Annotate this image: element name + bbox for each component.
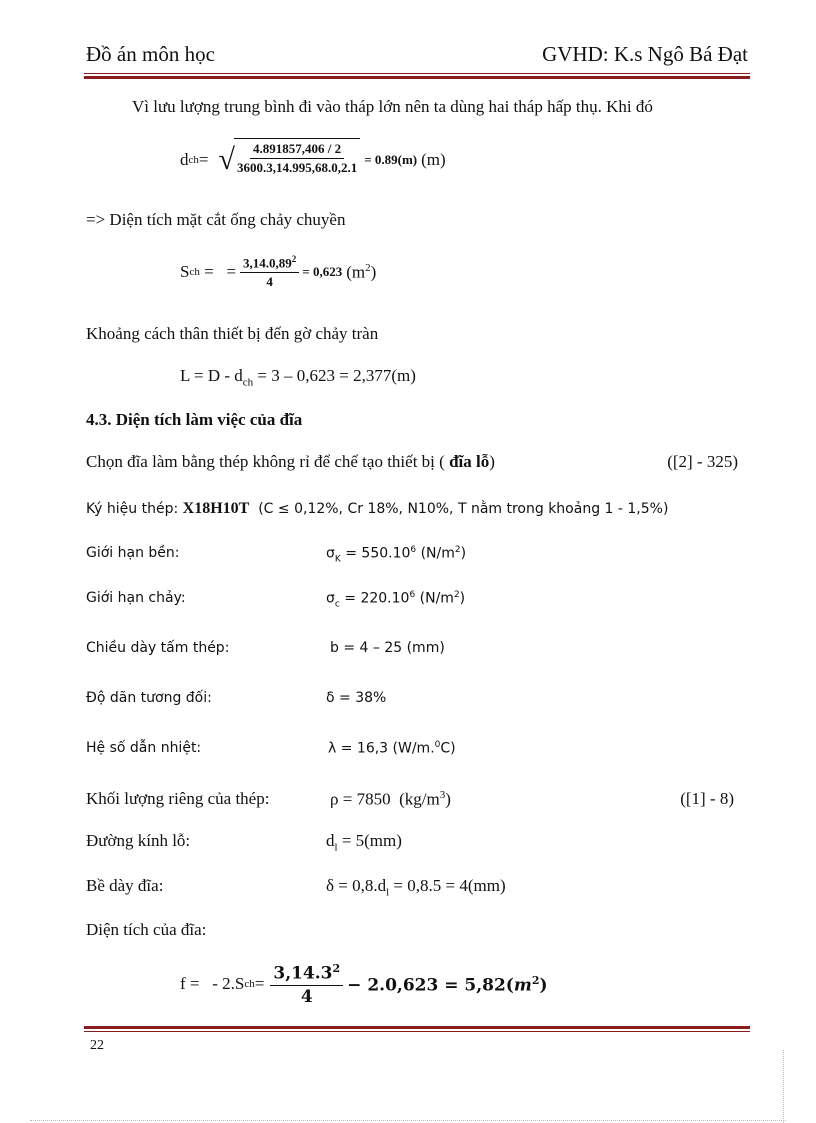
f-num-sup: 2: [332, 962, 341, 975]
density-sup: 3: [439, 789, 446, 801]
f-part-a: f = - 2.S: [180, 974, 245, 994]
sch-sub: ch: [189, 266, 200, 279]
sigma-c-symbol: σ: [326, 590, 335, 607]
sigma-k-end: ): [460, 545, 467, 562]
prop-value-thickness: b = 4 – 25 (mm): [330, 640, 445, 656]
f-result: [347, 974, 547, 996]
f-numerator: [270, 962, 343, 986]
hole-value: [326, 831, 402, 853]
prop-label-yield: Giới hạn chảy:: [86, 590, 186, 606]
density-value: [330, 789, 451, 810]
sch-denominator: 4: [266, 274, 273, 290]
lambda-tail: C): [440, 740, 456, 757]
density-reference: ([1] - 8): [680, 789, 734, 808]
dch-unit: (m): [421, 150, 446, 169]
density-value-text: ρ = 7850 (kg/m: [330, 789, 440, 809]
header-rule-thick: [84, 76, 750, 79]
sigma-c-rest: = 220.10: [339, 590, 410, 607]
prop-value-elongation: δ = 38%: [326, 690, 387, 706]
f-unit-sup: 2: [531, 973, 540, 987]
dch-denominator: 3600.3,14.995,68.0,2.1: [236, 160, 358, 175]
density-label: Khối lượng riêng của thép:: [86, 789, 270, 808]
sch-label: S: [180, 262, 190, 282]
f-fraction: [270, 962, 343, 1007]
thickness-rest: = 0,8.5 = 4(mm): [389, 876, 506, 895]
sigma-c-sup: 6: [409, 590, 416, 600]
f-close: ): [539, 975, 548, 996]
f-formula: [180, 962, 548, 1007]
dch-label: d: [180, 150, 189, 169]
prop-value-tensile: [326, 545, 466, 564]
prop-label-elongation: Độ dãn tương đối:: [86, 690, 212, 706]
hole-value-text: d: [326, 831, 335, 850]
footer-rule-thin: [84, 1031, 750, 1032]
sch-result: = 0,623: [302, 264, 343, 280]
dch-sub: ch: [188, 154, 199, 166]
prop-value-yield: [326, 590, 465, 609]
dch-result: = 0.89(m): [364, 152, 418, 167]
choose-bold: đĩa lỗ: [449, 452, 490, 471]
sigma-k-sup: 6: [410, 545, 417, 555]
dch-sqrt: [218, 138, 360, 182]
sch-numerator: [240, 254, 299, 273]
lambda-sup: 0: [434, 740, 441, 750]
sch-unit: [346, 262, 376, 283]
radical-sign: √: [218, 143, 235, 176]
f-sub: ch: [244, 978, 255, 991]
steel-label: Ký hiệu thép:: [86, 501, 183, 517]
f-denominator: 4: [300, 986, 313, 1007]
header-right: GVHD: K.s Ngô Bá Đạt: [542, 42, 748, 66]
plate-area-label: Diện tích của đĩa:: [86, 920, 207, 939]
page-border-bottom: [30, 1120, 786, 1121]
section-title: 4.3. Diện tích làm việc của đĩa: [86, 410, 303, 429]
l-eq-sub: ch: [242, 376, 254, 389]
sch-unit-close: ): [370, 262, 377, 282]
sch-fraction: [240, 254, 299, 290]
sigma-k-sub: K: [334, 554, 341, 565]
hole-sub: l: [334, 841, 338, 854]
distance-intro: Khoảng cách thân thiết bị đến gờ chảy tràn: [86, 324, 379, 343]
sigma-c-end: ): [459, 590, 466, 607]
prop-value-conductivity: [328, 740, 456, 757]
l-equation: [180, 366, 416, 388]
thickness-value: [326, 876, 506, 898]
choose-sentence: [86, 452, 495, 472]
hole-label: Đường kính lỗ:: [86, 831, 191, 850]
f-eq: =: [254, 974, 265, 994]
l-eq-part-b: = 3 – 0,623 = 2,377(m): [253, 366, 416, 385]
density-end: ): [445, 789, 451, 809]
f-num-text: 3,14.3: [273, 963, 333, 984]
sigma-k-rest: = 550.10: [340, 545, 411, 562]
sch-unit-text: (m: [346, 262, 366, 282]
choose-part-a: Chọn đĩa làm bằng thép không rỉ để chế tạo thiết bị (: [86, 452, 450, 471]
l-eq-part-a: L = D - d: [180, 366, 243, 385]
sigma-c-sup2: 2: [453, 590, 460, 600]
lambda-value: λ = 16,3 (W/m.: [328, 740, 435, 757]
prop-label-conductivity: Hệ số dẫn nhiệt:: [86, 740, 202, 756]
hole-rest: = 5(mm): [337, 831, 402, 850]
page-border-corner: [783, 1050, 784, 1123]
thickness-label: Bề dày đĩa:: [86, 876, 164, 895]
sigma-k-symbol: σ: [326, 545, 335, 562]
prop-label-thickness: Chiều dày tấm thép:: [86, 640, 230, 656]
steel-code: X18H10T: [182, 500, 250, 517]
steel-line: [86, 500, 668, 518]
dch-formula: [180, 138, 446, 182]
sch-num-text: 3,14.0,89: [243, 255, 292, 271]
sch-unit-sup: 2: [365, 261, 371, 274]
dch-eq: =: [198, 150, 209, 169]
dch-numerator: 4.891857,406 / 2: [250, 141, 344, 159]
steel-description: (C ≤ 0,12%, Cr 18%, N10%, T nằm trong khoảng 1 - 1,5%): [249, 501, 669, 517]
sigma-k-tail: (N/m: [416, 545, 455, 562]
thickness-value-text: δ = 0,8.d: [326, 876, 387, 895]
intro-paragraph: Vì lưu lượng trung bình đi vào tháp lớn nên ta dùng hai tháp hấp thụ. Khi đó: [132, 97, 653, 116]
thickness-sub: l: [386, 886, 390, 899]
area-intro: => Diện tích mặt cắt ống chảy chuyền: [86, 210, 346, 229]
choose-reference: ([2] - 325): [667, 452, 738, 471]
sch-num-sup: 2: [291, 254, 297, 264]
page-number: 22: [90, 1038, 104, 1053]
header-left: Đồ án môn học: [86, 42, 215, 66]
choose-part-b: ): [489, 452, 495, 471]
sch-formula: [180, 254, 376, 290]
prop-label-tensile: Giới hạn bền:: [86, 545, 180, 561]
header-rule-thin: [84, 73, 750, 74]
footer-rule-thick: [84, 1026, 750, 1029]
dch-fraction: [234, 138, 360, 182]
f-result-text: − 2.0,623 = 5,82(: [347, 975, 514, 996]
sch-eq: = =: [199, 262, 237, 282]
sigma-c-tail: (N/m: [415, 590, 454, 607]
sigma-c-sub: c: [334, 599, 340, 610]
f-unit: m: [513, 975, 532, 996]
sigma-k-sup2: 2: [454, 545, 461, 555]
